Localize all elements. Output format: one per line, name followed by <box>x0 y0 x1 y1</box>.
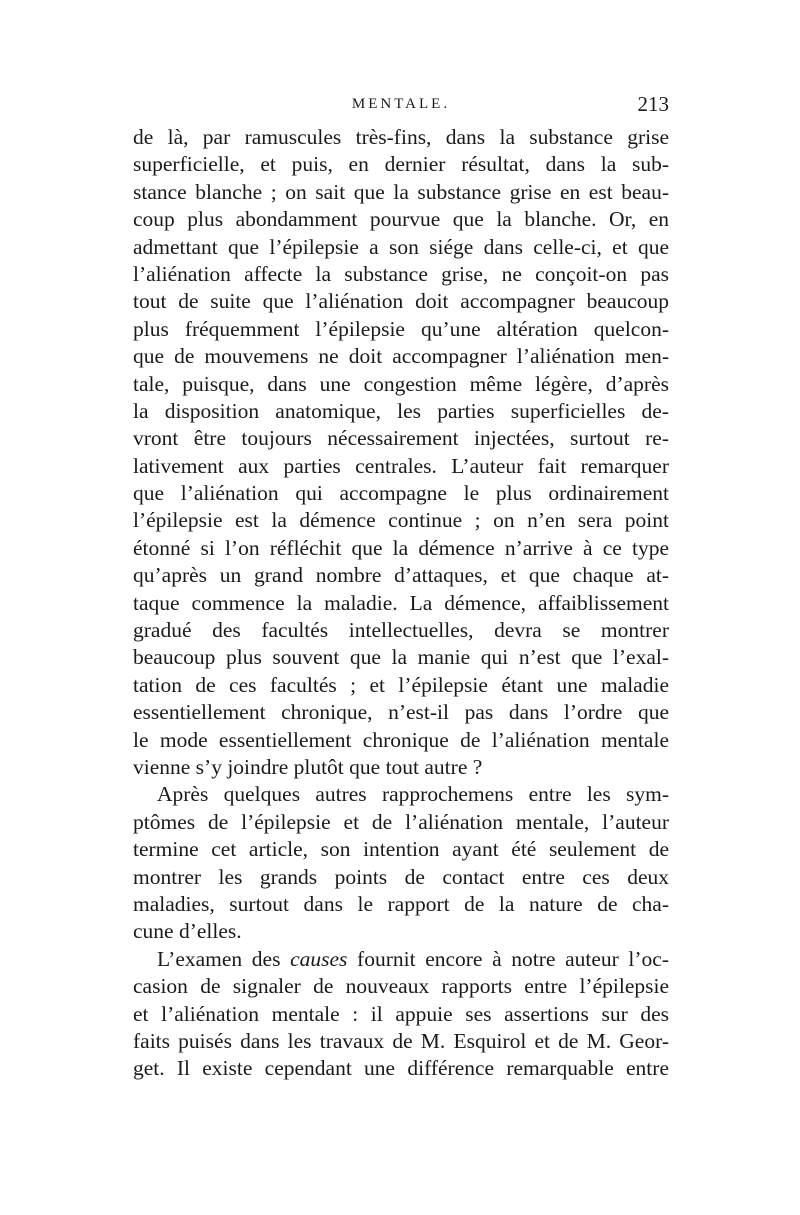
text-line: que l’aliénation qui accompagne le plus ordinairement <box>133 481 669 506</box>
text-line: qu’après un grand nombre d’attaques, et que chaque at- <box>133 563 669 588</box>
body-text <box>133 124 669 1083</box>
text-line: get. Il existe cependant une différence remarquable entre <box>133 1056 669 1081</box>
text-fragment: des <box>251 946 281 971</box>
text-line: la disposition anatomique, les parties superficielles de- <box>133 398 669 423</box>
text-line: termine cet article, son intention ayant été seulement de <box>133 837 669 862</box>
text-line: tation de ces facultés ; et l’épilepsie étant une maladie <box>133 672 669 697</box>
text-line: plus fréquemment l’épilepsie qu’une altération quelcon- <box>133 316 669 341</box>
text-line: de là, par ramuscules très-fins, dans la substance grise <box>133 125 669 149</box>
text-fragment: fournit encore à notre auteur l’oc- <box>357 946 669 971</box>
text-line: l’aliénation affecte la substance grise, ne conçoit-on pas <box>133 261 669 286</box>
text-line: étonné si l’on réfléchit que la démence n’arrive à ce type <box>133 535 669 560</box>
text-line: et l’aliénation mentale : il appuie ses assertions sur des <box>133 1001 669 1026</box>
page-number: 213 <box>637 92 669 116</box>
text-line: tout de suite que l’aliénation doit accompagner beaucoup <box>133 289 669 314</box>
text-line: casion de signaler de nouveaux rapports entre l’épilepsie <box>133 974 669 999</box>
text-line: faits puisés dans les travaux de M. Esquirol et de M. Geor- <box>133 1028 669 1053</box>
text-line: vront être toujours nécessairement injectées, surtout re- <box>133 426 669 451</box>
text-line: Après quelques autres rapprochemens entre les sym- <box>157 782 669 807</box>
running-title: MENTALE. <box>351 96 451 112</box>
text-line: lativement aux parties centrales. L’auteur fait remarquer <box>133 453 669 478</box>
text-line: le mode essentiellement chronique de l’aliénation mentale <box>133 727 669 752</box>
text-line: gradué des facultés intellectuelles, devra se montrer <box>133 618 669 643</box>
text-line: taque commence la maladie. La démence, affaiblissement <box>133 590 669 615</box>
italic-word: causes <box>290 946 348 971</box>
text-line: l’épilepsie est la démence continue ; on n’en sera point <box>133 508 669 533</box>
text-line-mixed <box>133 946 669 973</box>
text-line: beaucoup plus souvent que la manie qui n’est que l’exal- <box>133 645 669 670</box>
paragraph-start-word: L’examen <box>157 946 243 971</box>
text-line: vienne s’y joindre plutôt que tout autre ? <box>133 754 483 779</box>
text-line: admettant que l’épilepsie a son siége dans celle-ci, et que <box>133 234 669 259</box>
text-line: superficielle, et puis, en dernier résultat, dans la sub- <box>133 152 669 177</box>
text-line: coup plus abondamment pourvue que la blanche. Or, en <box>133 207 669 232</box>
text-line: ptômes de l’épilepsie et de l’aliénation mentale, l’auteur <box>133 809 669 834</box>
text-line: que de mouvemens ne doit accompagner l’aliénation men- <box>133 344 669 369</box>
text-line: maladies, surtout dans le rapport de la nature de cha- <box>133 891 669 916</box>
text-line: essentiellement chronique, n’est-il pas dans l’ordre que <box>133 700 669 725</box>
text-line: tale, puisque, dans une congestion même légère, d’après <box>133 371 669 396</box>
running-head <box>133 92 669 120</box>
text-line: cune d’elles. <box>133 919 242 944</box>
text-line: montrer les grands points de contact entre ces deux <box>133 864 669 889</box>
text-line: stance blanche ; on sait que la substance grise en est beau- <box>133 179 669 204</box>
